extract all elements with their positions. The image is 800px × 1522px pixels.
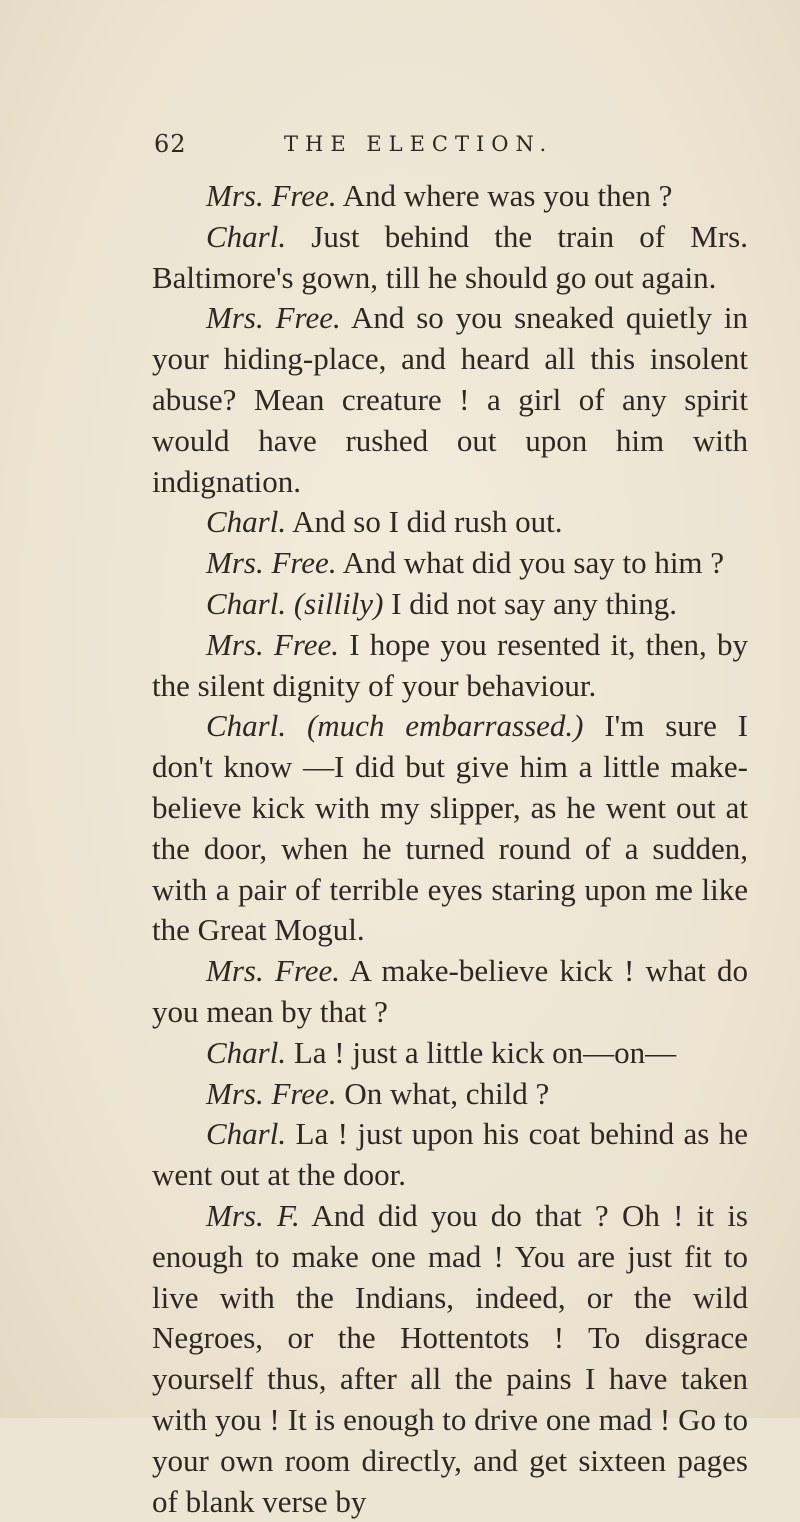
speech-text: And where was you then ?	[342, 178, 673, 213]
speech-text: And so you sneaked quietly in your hiding-place, and heard all this insolent abuse? Mean creature ! a girl of any spirit would have rushed out upon him with indignation.	[152, 300, 748, 499]
speech-text: On what, child ?	[344, 1075, 550, 1111]
dialogue-paragraph	[152, 706, 748, 951]
speaker-name: Charl.	[206, 1116, 287, 1152]
speaker-name: Mrs. Free.	[206, 626, 340, 662]
speaker-name: Charl.	[206, 504, 287, 540]
dialogue-paragraph	[152, 625, 748, 707]
dialogue-paragraph	[152, 176, 748, 217]
speech-text: And so I did rush out.	[292, 504, 563, 540]
speaker-name: Mrs. F.	[206, 1197, 300, 1233]
speech-text: La ! just a little kick on—on—	[293, 1034, 677, 1070]
dialogue-paragraph	[152, 584, 748, 625]
dialogue-paragraph	[152, 543, 748, 584]
dialogue-paragraph	[152, 1074, 748, 1115]
speaker-name: Mrs. Free.	[206, 1075, 337, 1111]
dialogue-paragraph	[152, 1033, 748, 1074]
dialogue-paragraph	[152, 951, 748, 1033]
stage-direction: (much embarrassed.)	[306, 708, 584, 744]
speaker-name: Charl.	[206, 1034, 287, 1070]
dialogue-paragraph	[152, 298, 748, 502]
speaker-name: Mrs. Free.	[206, 300, 341, 336]
speech-text: I hope you resented it, then, by the silent dignity of your behaviour.	[152, 626, 749, 703]
dialogue-text	[152, 176, 748, 1522]
speech-text: I did not say any thing.	[391, 585, 678, 621]
stage-direction: (sillily)	[293, 585, 384, 621]
dialogue-paragraph	[152, 1114, 748, 1196]
speaker-name: Mrs. Free.	[206, 953, 341, 989]
page-number: 62	[154, 130, 187, 158]
speaker-name: Charl.	[206, 218, 287, 254]
dialogue-paragraph	[152, 1196, 748, 1522]
speech-text: A make-believe kick ! what do you mean by that ?	[152, 953, 749, 1029]
speech-text: And what did you say to him ?	[342, 545, 725, 581]
speaker-name: Mrs. Free.	[206, 178, 337, 213]
speaker-name: Charl.	[206, 708, 287, 744]
speech-text: Just behind the train of Mrs. Baltimore's gown, till he should go out again.	[152, 218, 748, 295]
running-head	[154, 130, 734, 162]
speech-text: And did you do that ? Oh ! it is enough to make one mad ! You are just fit to live with the Indians, indeed, or the wild Negroes, or the Hottentots ! To disgrace yourself thus, after all the pains I have taken with you ! It is enough to drive one mad ! Go to your own room directly, and get sixteen pages of blank verse by	[152, 1197, 748, 1519]
speech-text: I'm sure I don't know —I did but give him a little make-believe kick with my slipper, as he went out at the door, when he turned round of a sudden, with a pair of terrible eyes staring upon me like the Great Mogul.	[152, 708, 749, 948]
running-title: THE ELECTION.	[284, 132, 554, 156]
dialogue-paragraph	[152, 502, 748, 543]
speaker-name: Charl.	[206, 585, 287, 621]
dialogue-paragraph	[152, 217, 748, 299]
speech-text: La ! just upon his coat behind as he went out at the door.	[152, 1116, 749, 1193]
speaker-name: Mrs. Free.	[206, 545, 337, 581]
